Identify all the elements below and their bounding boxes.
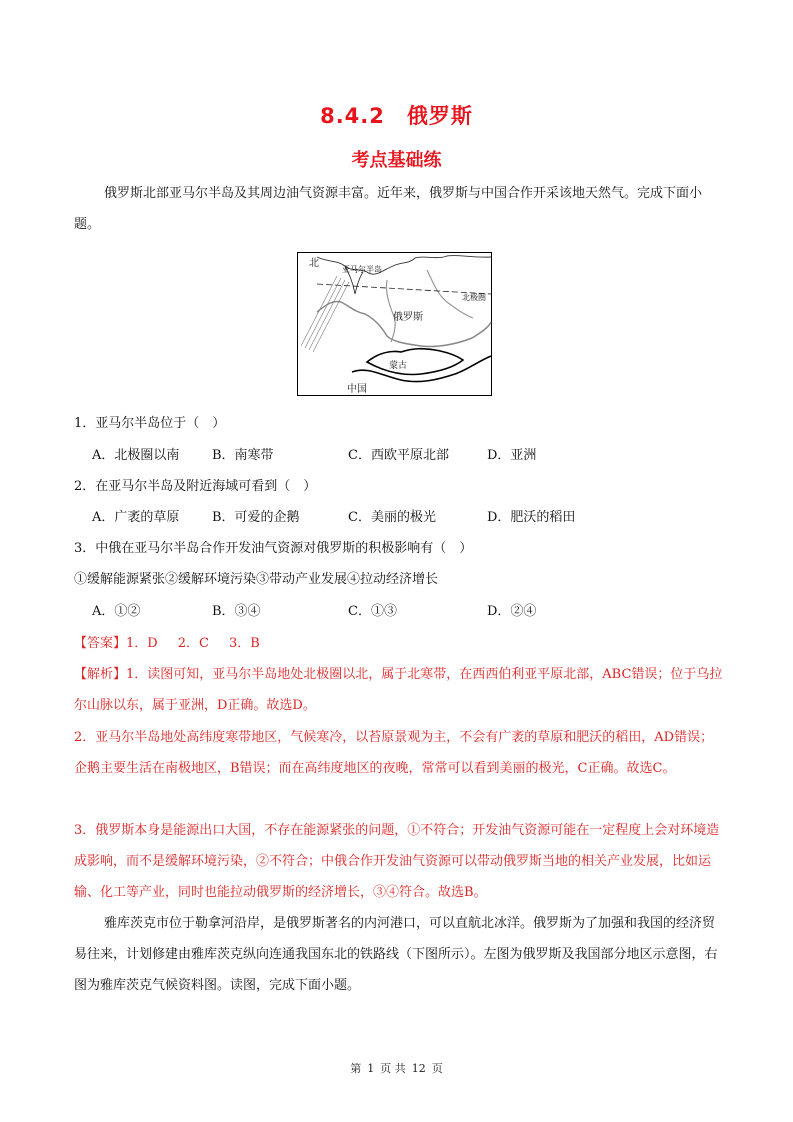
map-label-yamal: 亚马尔半岛 <box>342 265 382 274</box>
intro-paragraph-2: 雅库茨克市位于勒拿河沿岸，是俄罗斯著名的内河港口，可以直航北冰洋。俄罗斯为了加强和我国的经济贸易往来，计划修建由雅库茨克纵向连通我国东北的铁路线（下图所示）。左图为俄罗斯及我国部分地区示意图，右图为雅库茨克气候资料图。读图，完成下面小题。 <box>74 916 718 993</box>
footer-page-number: 1 <box>367 1062 375 1075</box>
map-label-china: 中国 <box>347 384 367 395</box>
q3-option-d: D．②④ <box>487 604 537 619</box>
analysis-paragraph-2: 2．亚马尔半岛地处高纬度寒带地区，气候寒冷，以苔原景观为主，不会有广袤的草原和肥沃的稻田，AD错误；企鹅主要生活在南极地区，B错误；而在高纬度地区的夜晚，常常可以看到美丽的极光，C正确。故选C。 <box>74 730 714 776</box>
map-label-russia: 俄罗斯 <box>393 312 423 323</box>
q1-option-c: C．西欧平原北部 <box>348 448 449 463</box>
q2-option-a: A．广袤的草原 <box>92 510 180 525</box>
map-label-mongolia: 蒙古 <box>389 361 408 371</box>
analysis-paragraph-1 <box>74 659 724 721</box>
q2-option-d: D．肥沃的稻田 <box>487 510 576 525</box>
q3-option-c: C．①③ <box>348 604 397 619</box>
answer-item-1: 1．D <box>126 636 158 651</box>
page-title: 8.4.2 俄罗斯 <box>320 104 473 128</box>
footer-mid: 页 共 <box>380 1062 406 1075</box>
answer-line <box>74 628 724 659</box>
map-frame <box>298 253 492 396</box>
answer-item-2: 2．C <box>177 636 209 651</box>
footer-total-pages: 12 <box>411 1062 426 1075</box>
q2-option-b: B．可爱的企鹅 <box>212 510 300 525</box>
analysis-paragraph-3: 3．俄罗斯本身是能源出口大国，不存在能源紧张的问题，①不符合；开发油气资源可能在一定程度上会对环境造成影响，而不是缓解环境污染，②不符合；中俄合作开发油气资源可以带动俄罗斯当地的相关产业发展，比如运输、化工等产业，同时也能拉动俄罗斯的经济增长，③④符合。故选B。 <box>74 823 720 900</box>
analysis-text-1: 1．读图可知，亚马尔半岛地处北极圈以北，属于北寒带，在西西伯利亚平原北部，ABC错误；位于乌拉尔山脉以东，属于亚洲，D正确。故选D。 <box>74 667 723 713</box>
question-2-stem: 2．在亚马尔半岛及附近海域可看到（ ） <box>74 479 317 494</box>
question-1-stem: 1．亚马尔半岛位于（ ） <box>74 416 226 431</box>
answer-label: 【答案】 <box>74 636 127 651</box>
intro-paragraph-1: 俄罗斯北部亚马尔半岛及其周边油气资源丰富。近年来，俄罗斯与中国合作开采该地天然气。完成下面小题。 <box>74 186 703 232</box>
footer-prefix: 第 <box>350 1062 362 1075</box>
q1-option-d: D．亚洲 <box>487 448 537 463</box>
page-footer <box>0 1060 793 1076</box>
q1-option-b: B．南寒带 <box>212 448 274 463</box>
q1-option-a: A．北极圈以南 <box>92 448 180 463</box>
russia-map-figure <box>297 252 492 396</box>
footer-suffix: 页 <box>431 1062 443 1075</box>
answer-item-3: 3．B <box>228 636 260 651</box>
question-3-note: ①缓解能源紧张②缓解环境污染③带动产业发展④拉动经济增长 <box>74 572 439 587</box>
map-label-arctic-circle: 北极圈 <box>462 293 486 302</box>
q2-option-c: C．美丽的极光 <box>348 510 436 525</box>
page-subtitle: 考点基础练 <box>351 150 442 171</box>
q3-option-a: A．①② <box>92 604 141 619</box>
map-label-north: 北 <box>309 258 319 269</box>
q3-option-b: B．③④ <box>212 604 261 619</box>
analysis-label: 【解析】 <box>74 667 127 682</box>
question-3-stem: 3．中俄在亚马尔半岛合作开发油气资源对俄罗斯的积极影响有（ ） <box>74 541 473 556</box>
